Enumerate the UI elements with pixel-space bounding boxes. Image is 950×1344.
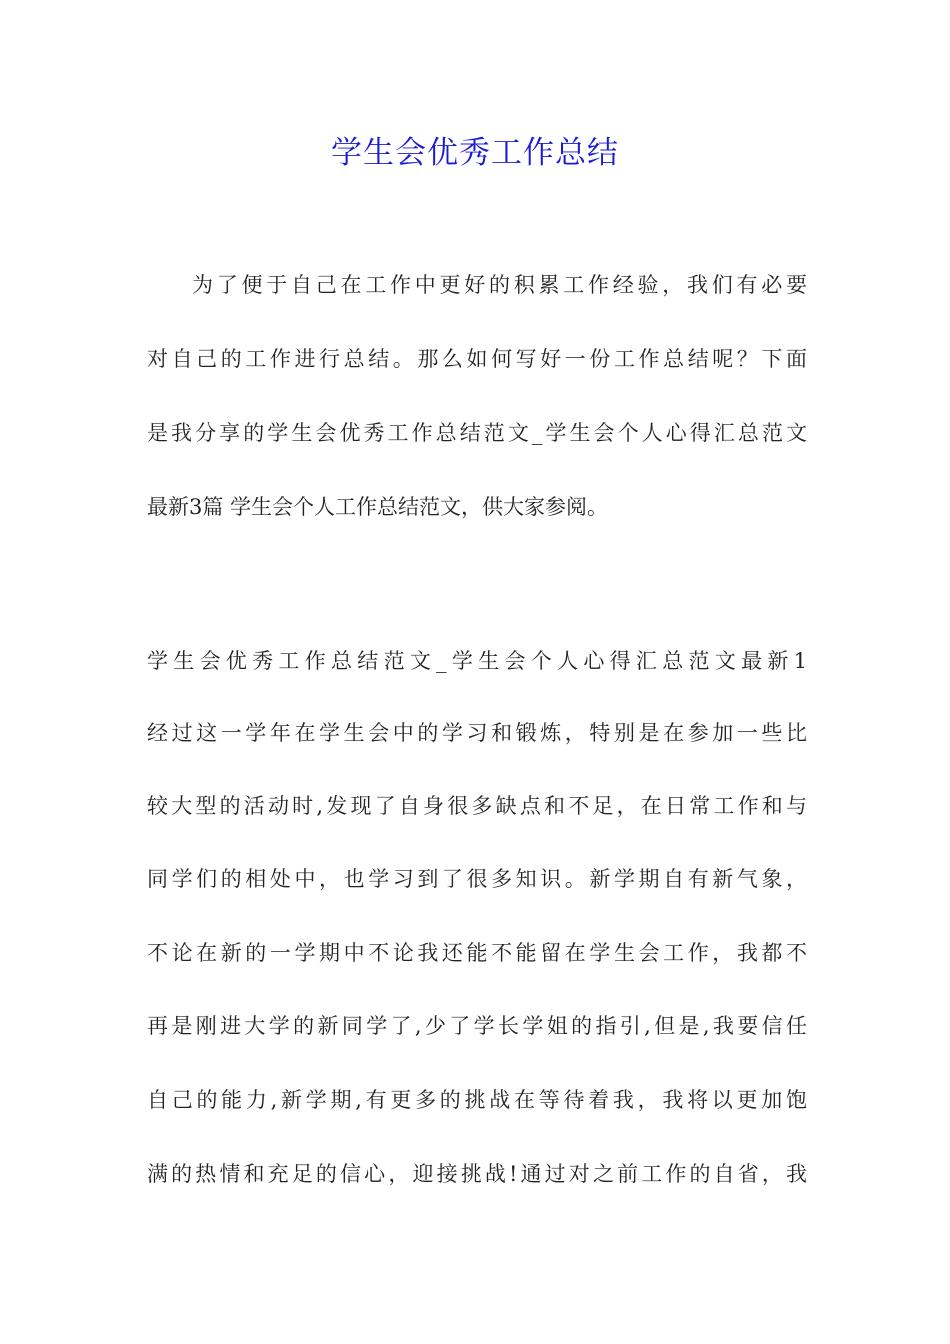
intro-line-3: 是我分享的学生会优秀工作总结范文_学生会个人心得汇总范文 [147,421,807,445]
intro-line-4: 最新3篇 学生会个人工作总结范文，供大家参阅。 [147,495,609,519]
body-line-2: 较大型的活动时,发现了自身很多缺点和不足，在日常工作和与 [147,794,807,818]
body-line-3: 同学们的相处中，也学习到了很多知识。新学期自有新气象， [147,867,807,891]
body-line-6: 自己的能力,新学期,有更多的挑战在等待着我，我将以更加饱 [147,1088,807,1112]
body-line-5: 再是刚进大学的新同学了,少了学长学姐的指引,但是,我要信任 [147,1014,807,1038]
document-title: 学生会优秀工作总结 [331,135,619,171]
body-line-7: 满的热情和充足的信心，迎接挑战!通过对之前工作的自省，我 [147,1162,807,1186]
intro-line-1: 为了便于自己在工作中更好的积累工作经验，我们有必要 [192,273,807,297]
intro-line-2: 对自己的工作进行总结。那么如何写好一份工作总结呢？下面 [147,347,807,371]
body-line-1: 经过这一学年在学生会中的学习和锻炼，特别是在参加一些比 [147,721,807,745]
body-line-4: 不论在新的一学期中不论我还能不能留在学生会工作，我都不 [147,941,807,965]
section-heading-line: 学生会优秀工作总结范文_学生会个人心得汇总范文最新1 [147,649,807,673]
